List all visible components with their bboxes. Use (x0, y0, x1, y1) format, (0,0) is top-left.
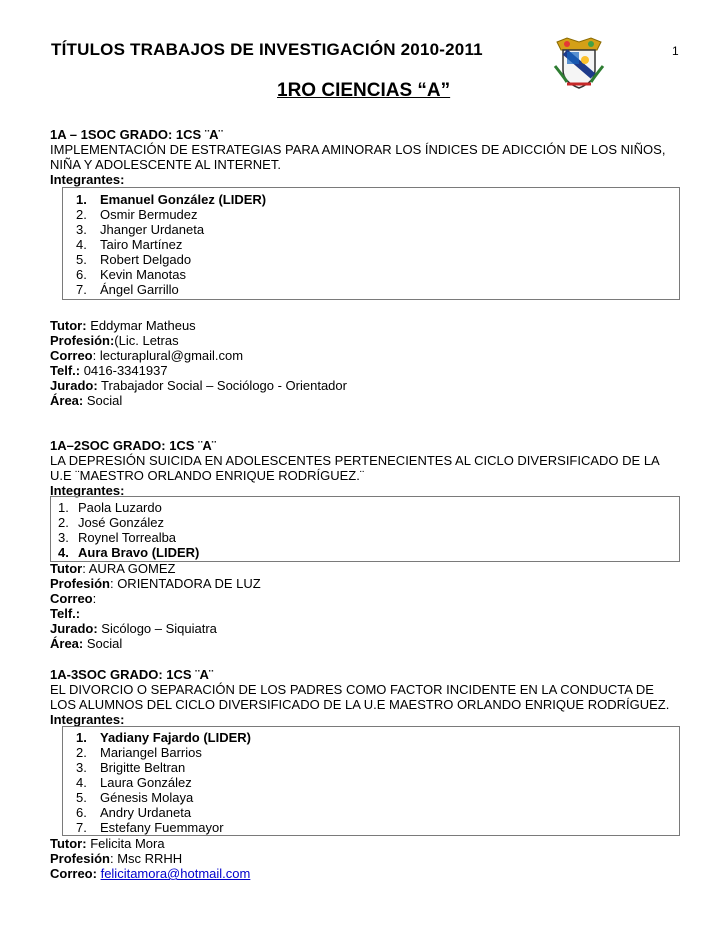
email-line: Correo: felicitamora@hotmail.com (50, 866, 251, 881)
project-code-line: 1A–2SOC GRADO: 1CS ¨A¨ (50, 438, 217, 453)
email-line: Correo: lecturaplural@gmail.com (50, 348, 244, 363)
project-title-line: EL DIVORCIO O SEPARACIÓN DE LOS PADRES COMO FACTOR INCIDENTE EN LA CONDUCTA DE (50, 682, 654, 697)
project-title-line: U.E ¨MAESTRO ORLANDO ENRIQUE RODRÍGUEZ.¨ (50, 468, 365, 483)
list-item: 3. Jhanger Urdaneta (76, 222, 205, 237)
list-item: 4. Aura Bravo (LIDER) (58, 545, 200, 560)
email-link[interactable]: felicitamora@hotmail.com (100, 866, 251, 881)
list-item: 6. Kevin Manotas (76, 267, 186, 282)
list-item: 5. Robert Delgado (76, 252, 192, 267)
school-seal-icon (553, 36, 605, 90)
area-line: Área: Social (50, 636, 123, 651)
list-item: 1. Yadiany Fajardo (LIDER) (76, 730, 251, 745)
area-line: Área: Social (50, 393, 123, 408)
list-item: 1. Emanuel González (LIDER) (76, 192, 267, 207)
phone-line: Telf.: (50, 606, 81, 621)
project-title-line: LA DEPRESIÓN SUICIDA EN ADOLESCENTES PERTENECIENTES AL CICLO DIVERSIFICADO DE LA (50, 453, 660, 468)
group-subtitle: 1RO CIENCIAS “A” (277, 80, 451, 101)
list-item: 1. Paola Luzardo (58, 500, 162, 515)
members-label: Integrantes: (50, 172, 125, 187)
tutor-line: Tutor: Eddymar Matheus (50, 318, 196, 333)
list-item: 4. Tairo Martínez (76, 237, 183, 252)
document-title: TÍTULOS TRABAJOS DE INVESTIGACIÓN 2010-2011 (51, 40, 483, 59)
list-item: 7. Ángel Garrillo (76, 282, 179, 297)
list-item: 4. Laura González (76, 775, 192, 790)
project-code-line: 1A – 1SOC GRADO: 1CS ¨A¨ (50, 127, 223, 142)
profession-line: Profesión: Msc RRHH (50, 851, 183, 866)
email-line: Correo: (50, 591, 97, 606)
list-item: 2. Mariangel Barrios (76, 745, 202, 760)
list-item: 2. José González (58, 515, 164, 530)
list-item: 2. Osmir Bermudez (76, 207, 198, 222)
phone-line: Telf.: 0416-3341937 (50, 363, 168, 378)
jury-line: Jurado: Trabajador Social – Sociólogo - Orientador (50, 378, 347, 393)
list-item: 5. Génesis Molaya (76, 790, 194, 805)
project-title-line: IMPLEMENTACIÓN DE ESTRATEGIAS PARA AMINORAR LOS ÍNDICES DE ADICCIÓN DE LOS NIÑOS, (50, 142, 666, 157)
profession-line: Profesión:(Lic. Letras (50, 333, 179, 348)
tutor-line: Tutor: AURA GOMEZ (50, 561, 176, 576)
tutor-line: Tutor: Felicita Mora (50, 836, 165, 851)
profession-line: Profesión: ORIENTADORA DE LUZ (50, 576, 261, 591)
jury-line: Jurado: Sicólogo – Siquiatra (50, 621, 217, 636)
list-item: 6. Andry Urdaneta (76, 805, 192, 820)
list-item: 3. Brigitte Beltran (76, 760, 186, 775)
list-item: 7. Estefany Fuemmayor (76, 820, 224, 835)
members-label: Integrantes: (50, 712, 125, 727)
members-label: Integrantes: (50, 483, 125, 498)
project-title-line: NIÑA Y ADOLESCENTE AL INTERNET. (50, 157, 281, 172)
project-title-line: LOS ALUMNOS DEL CICLO DIVERSIFICADO DE LA U.E MAESTRO ORLANDO ENRIQUE RODRÍGUEZ. (50, 697, 670, 712)
page-number: 1 (672, 44, 679, 58)
project-code-line: 1A-3SOC GRADO: 1CS ¨A¨ (50, 667, 214, 682)
list-item: 3. Roynel Torrealba (58, 530, 177, 545)
